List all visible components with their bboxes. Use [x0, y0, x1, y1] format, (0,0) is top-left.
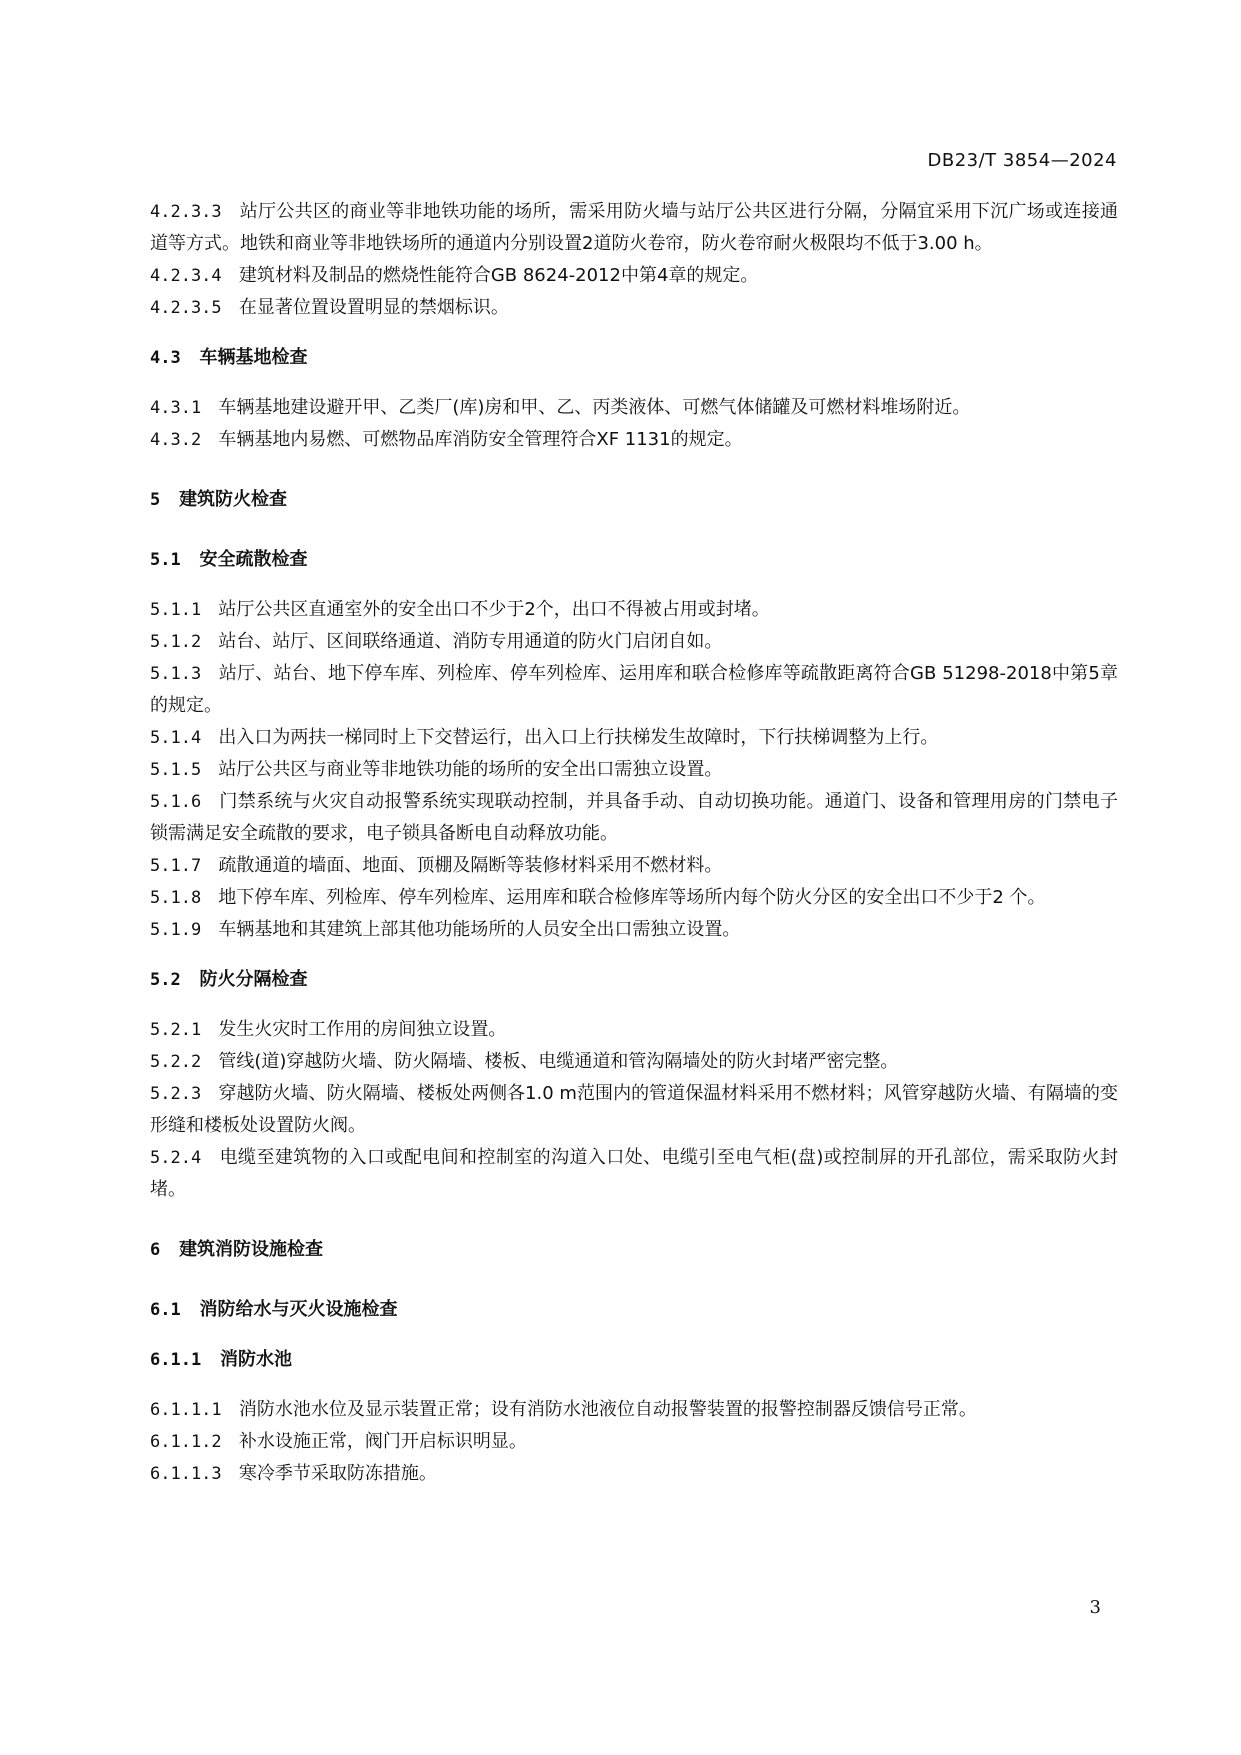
- clause-number: 5.2.1: [150, 1020, 202, 1040]
- clause-text: 站厅公共区的商业等非地铁功能的场所，需采用防火墙与站厅公共区进行分隔，分隔宜采用下沉广场或连接通道等方式。地铁和商业等非地铁场所的通道内分别设置2道防火卷帘，防火卷帘耐火极限均不低于3.00 h。: [150, 201, 1118, 254]
- section-heading-5-1: [150, 544, 1118, 576]
- clause-number: 4.2.3.5: [150, 298, 222, 318]
- section-title: 安全疏散检查: [199, 549, 308, 570]
- clause-text: 站厅公共区与商业等非地铁功能的场所的安全出口需独立设置。: [218, 759, 723, 780]
- clause-number: 5.1.4: [150, 728, 202, 748]
- clause-text: 建筑材料及制品的燃烧性能符合GB 8624-2012中第4章的规定。: [238, 265, 759, 286]
- document-code: DB23/T 3854—2024: [927, 150, 1117, 171]
- chapter-number: 6: [150, 1240, 161, 1260]
- clause-text: 站厅公共区直通室外的安全出口不少于2个，出口不得被占用或封堵。: [218, 599, 770, 620]
- section-title: 消防给水与灭火设施检查: [199, 1299, 398, 1320]
- clause-number: 5.1.9: [150, 920, 202, 940]
- subsection-number: 6.1.1: [150, 1350, 202, 1370]
- section-number: 5.2: [150, 970, 181, 990]
- clause-5-1-5: [150, 754, 1118, 786]
- clause-text: 站厅、站台、地下停车库、列检库、停车列检库、运用库和联合检修库等疏散距离符合GB 51298-2018中第5章的规定。: [150, 663, 1119, 716]
- clause-number: 5.1.7: [150, 856, 202, 876]
- chapter-title: 建筑消防设施检查: [179, 1239, 324, 1260]
- clause-text: 补水设施正常，阀门开启标识明显。: [238, 1431, 527, 1452]
- clause-text: 电缆至建筑物的入口或配电间和控制室的沟道入口处、电缆引至电气柜(盘)或控制屏的开孔部位，需采取防火封堵。: [150, 1147, 1118, 1200]
- clause-5-2-1: [150, 1014, 1118, 1046]
- clause-text: 寒冷季节采取防冻措施。: [238, 1463, 437, 1484]
- clause-number: 6.1.1.2: [150, 1432, 222, 1452]
- chapter-number: 5: [150, 490, 161, 510]
- clause-text: 在显著位置设置明显的禁烟标识。: [238, 297, 509, 318]
- section-number: 6.1: [150, 1300, 181, 1320]
- clause-text: 门禁系统与火灾自动报警系统实现联动控制，并具备手动、自动切换功能。通道门、设备和管理用房的门禁电子锁需满足安全疏散的要求，电子锁具备断电自动释放功能。: [150, 791, 1118, 844]
- clause-5-1-2: [150, 626, 1118, 658]
- clause-number: 6.1.1.1: [150, 1400, 222, 1420]
- section-heading-4-3: [150, 342, 1118, 374]
- clause-number: 4.3.2: [150, 430, 202, 450]
- clause-number: 4.2.3.3: [150, 202, 222, 222]
- clause-number: 6.1.1.3: [150, 1464, 222, 1484]
- clause-text: 地下停车库、列检库、停车列检库、运用库和联合检修库等场所内每个防火分区的安全出口不少于2 个。: [218, 887, 1046, 908]
- clause-6-1-1-3: [150, 1458, 1118, 1490]
- clause-4-2-3-3: [150, 196, 1118, 260]
- clause-5-1-4: [150, 722, 1118, 754]
- clause-5-2-2: [150, 1046, 1118, 1078]
- clause-5-1-3: [150, 658, 1118, 722]
- clause-4-3-2: [150, 424, 1118, 456]
- clause-6-1-1-1: [150, 1394, 1118, 1426]
- clause-4-2-3-4: [150, 260, 1118, 292]
- section-title: 防火分隔检查: [199, 969, 308, 990]
- clause-number: 5.1.3: [150, 664, 202, 684]
- clause-number: 5.2.3: [150, 1084, 202, 1104]
- section-number: 5.1: [150, 550, 181, 570]
- section-heading-5-2: [150, 964, 1118, 996]
- clause-text: 管线(道)穿越防火墙、防火隔墙、楼板、电缆通道和管沟隔墙处的防火封堵严密完整。: [218, 1051, 899, 1072]
- clause-5-1-6: [150, 786, 1118, 850]
- section-title: 车辆基地检查: [199, 347, 308, 368]
- clause-text: 站台、站厅、区间联络通道、消防专用通道的防火门启闭自如。: [218, 631, 723, 652]
- page-number: 3: [1089, 1597, 1101, 1618]
- section-number: 4.3: [150, 348, 181, 368]
- clause-4-3-1: [150, 392, 1118, 424]
- chapter-title: 建筑防火检查: [179, 489, 288, 510]
- clause-text: 出入口为两扶一梯同时上下交替运行，出入口上行扶梯发生故障时，下行扶梯调整为上行。: [218, 727, 939, 748]
- subsection-title: 消防水池: [220, 1349, 292, 1370]
- subsection-heading-6-1-1: [150, 1344, 1118, 1376]
- document-body: [150, 196, 1118, 1490]
- clause-4-2-3-5: [150, 292, 1118, 324]
- clause-number: 5.2.4: [150, 1148, 202, 1168]
- clause-number: 5.1.2: [150, 632, 202, 652]
- clause-number: 4.2.3.4: [150, 266, 222, 286]
- clause-number: 5.1.8: [150, 888, 202, 908]
- clause-6-1-1-2: [150, 1426, 1118, 1458]
- clause-5-1-8: [150, 882, 1118, 914]
- section-heading-6-1: [150, 1294, 1118, 1326]
- chapter-heading-5: [150, 484, 1118, 516]
- clause-5-2-3: [150, 1078, 1118, 1142]
- clause-5-1-1: [150, 594, 1118, 626]
- clause-number: 5.1.5: [150, 760, 202, 780]
- clause-number: 5.2.2: [150, 1052, 202, 1072]
- clause-text: 车辆基地内易燃、可燃物品库消防安全管理符合XF 1131的规定。: [218, 429, 743, 450]
- clause-number: 5.1.1: [150, 600, 202, 620]
- clause-number: 5.1.6: [150, 792, 202, 812]
- clause-text: 发生火灾时工作用的房间独立设置。: [218, 1019, 507, 1040]
- clause-text: 穿越防火墙、防火隔墙、楼板处两侧各1.0 m范围内的管道保温材料采用不燃材料；风管穿越防火墙、有隔墙的变形缝和楼板处设置防火阀。: [150, 1083, 1118, 1136]
- clause-text: 车辆基地建设避开甲、乙类厂(库)房和甲、乙、丙类液体、可燃气体储罐及可燃材料堆场附近。: [218, 397, 971, 418]
- clause-number: 4.3.1: [150, 398, 202, 418]
- chapter-heading-6: [150, 1234, 1118, 1266]
- clause-text: 车辆基地和其建筑上部其他功能场所的人员安全出口需独立设置。: [218, 919, 741, 940]
- clause-5-1-9: [150, 914, 1118, 946]
- clause-5-2-4: [150, 1142, 1118, 1206]
- clause-text: 消防水池水位及显示装置正常；设有消防水池液位自动报警装置的报警控制器反馈信号正常。: [238, 1399, 977, 1420]
- clause-text: 疏散通道的墙面、地面、顶棚及隔断等装修材料采用不燃材料。: [218, 855, 723, 876]
- clause-5-1-7: [150, 850, 1118, 882]
